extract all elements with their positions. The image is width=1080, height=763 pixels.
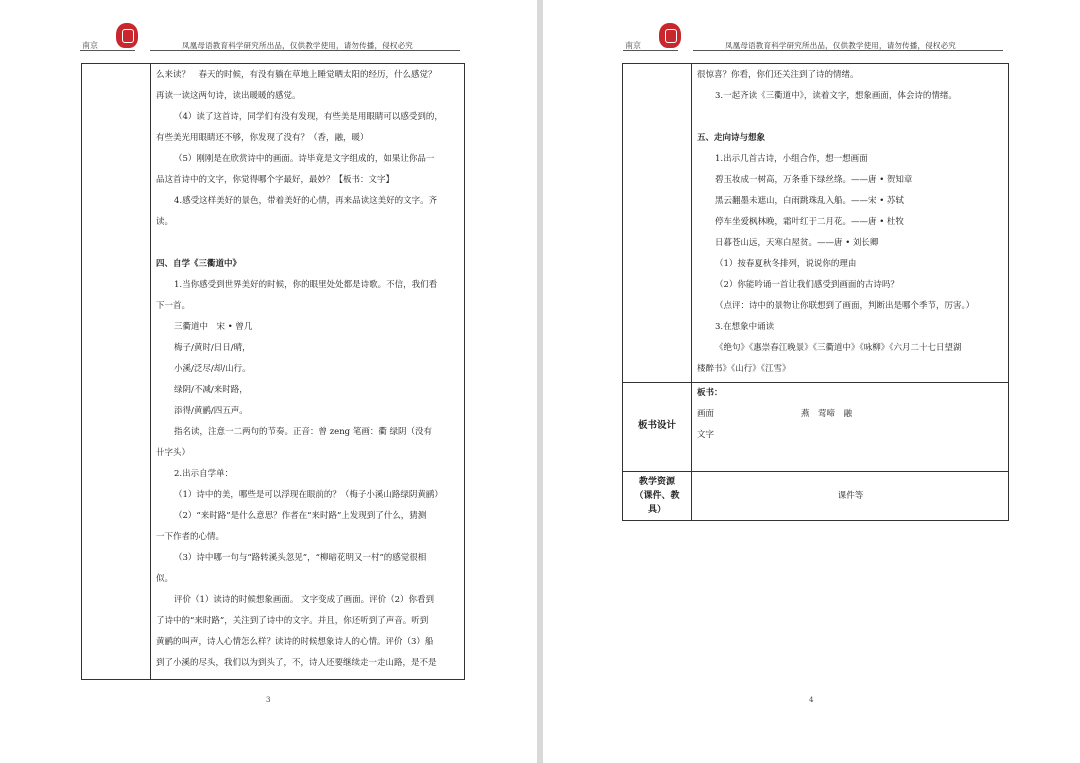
content-line: 四、自学《三衢道中》 <box>156 259 242 269</box>
content-line: 碧玉妆成一树高，万条垂下绿丝绦。——唐 • 贺知章 <box>715 175 913 185</box>
content-line: 卄字头） <box>156 448 191 458</box>
page-number: 4 <box>809 696 814 704</box>
header-notice: 凤凰母语教育科学研究所出品，仅供教学使用，请勿传播，侵权必究 <box>182 41 413 50</box>
content-line: 2.出示自学单： <box>174 469 234 479</box>
content-line: 三衢道中 宋 • 曾几 <box>174 322 253 332</box>
board-row-2: 文字 <box>697 430 715 440</box>
content-line: 黑云翻墨未遮山，白雨跳珠乱入船。——宋 • 苏轼 <box>715 196 904 206</box>
content-line: 么来读？ 春天的时候，有没有躺在草地上睡觉晒太阳的经历，什么感觉？ <box>156 70 437 80</box>
content-line: 1.当你感受到世界美好的时候，你的眼里处处都是诗歌。不信，我们看 <box>174 280 438 290</box>
content-line: 4.感受这样美好的景色，带着美好的心情，再来品读这美好的文字。齐 <box>174 196 438 206</box>
header-rule-left <box>80 50 135 51</box>
board-content <box>697 383 1005 446</box>
table-column-divider <box>150 63 151 680</box>
resource-label-line-1: 教学资源 <box>638 477 675 487</box>
content-line: 指名读，注意一二两句的节奏。正音：曾 zeng 笔画：衢 绿阴（没有 <box>174 427 433 437</box>
resource-label-line-2: （课件、教 <box>634 491 680 501</box>
content-line <box>697 107 1005 128</box>
resource-label <box>623 475 691 517</box>
board-title: 板书： <box>697 388 723 398</box>
document-page-4 <box>543 0 1080 763</box>
content-line: （5）刚刚是在欣赏诗中的画面。诗毕竟是文字组成的，如果让你品一 <box>174 154 435 164</box>
content-line: 似。 <box>156 574 174 584</box>
board-design-label: 板书设计 <box>637 420 676 431</box>
document-page-3 <box>0 0 537 763</box>
table-column-divider <box>691 63 692 521</box>
content-line: 绿阴/不减/来时路， <box>174 385 248 395</box>
content-line: 小溪/泛尽/却/山行。 <box>174 364 251 374</box>
content-line: （4）读了这首诗，同学们有没有发现，有些美是用眼睛可以感受到的， <box>174 112 443 122</box>
content-line: 下一首。 <box>156 301 191 311</box>
header-rule-right <box>693 50 1003 51</box>
header-notice: 凤凰母语教育科学研究所出品，仅供教学使用，请勿传播，侵权必究 <box>725 41 956 50</box>
content-line: 添得/黄鹂/四五声。 <box>174 406 248 416</box>
lesson-content <box>697 65 1005 380</box>
header-rule-right <box>150 50 460 51</box>
content-line: 楼醉书》《山行》《江雪》 <box>697 364 791 374</box>
content-line: 到了小溪的尽头，我们以为到头了，不，诗人还要继续走一走山路，是不是 <box>156 658 437 668</box>
table-row-divider <box>622 471 1009 472</box>
resource-value: 课件等 <box>837 491 864 501</box>
board-row-1-left: 画面 <box>697 409 715 419</box>
publisher-seal-logo <box>116 23 138 48</box>
content-line: 很惊喜？你看，你们还关注到了诗的情绪。 <box>697 70 859 80</box>
content-line: 评价（1）读诗的时候想象画面。 文字变成了画面。评价（2）你看到 <box>174 595 435 605</box>
content-line: 停车坐爱枫林晚，霜叶红于二月花。——唐 • 杜牧 <box>715 217 904 227</box>
header-place: 南京 <box>625 41 641 50</box>
content-line: （点评：诗中的景物让你联想到了画面，判断出是哪个季节，厉害。） <box>715 301 975 311</box>
board-row-1 <box>697 404 1005 425</box>
content-line: （2）你能吟诵一首让我们感受到画面的古诗吗？ <box>715 280 899 290</box>
content-line: 1.出示几首古诗，小组合作，想一想画面 <box>715 154 868 164</box>
content-line: （1）按春夏秋冬排列，说说你的理由 <box>715 259 857 269</box>
content-line: 再读一读这两句诗，读出暖暖的感觉。 <box>156 91 301 101</box>
content-line: 3.一起齐读《三衢道中》，读着文字，想象画面，体会诗的情绪。 <box>715 91 957 101</box>
board-row-1-right: 燕 莺啼 融 <box>801 409 853 419</box>
content-line: （3）诗中哪一句与“路转溪头忽见”，“柳暗花明又一村”的感觉很相 <box>174 553 427 563</box>
publisher-seal-logo <box>659 23 681 48</box>
content-line: 日暮苍山远，天寒白屋贫。——唐 • 刘长卿 <box>715 238 879 248</box>
content-line: 一下作者的心情。 <box>156 532 225 542</box>
content-line: 《绝句》《惠崇春江晚景》《三衢道中》《咏柳》《六月二十七日望湖 <box>715 343 962 353</box>
resource-label-line-3: 具） <box>647 505 666 515</box>
content-line: （1）诗中的美，哪些是可以浮现在眼前的？（梅子小溪山路绿阴黄鹂） <box>174 490 443 500</box>
content-line: 了诗中的“来时路”，关注到了诗中的文字。并且，你还听到了声音。听到 <box>156 616 429 626</box>
content-line: 五、走向诗与想象 <box>697 133 766 143</box>
content-line: 读。 <box>156 217 174 227</box>
content-line: （2）“来时路”是什么意思？作者在“来时路”上发现到了什么，猜测 <box>174 511 427 521</box>
content-line: 品这首诗中的文字，你觉得哪个字最好，最妙？【板书：文字】 <box>156 175 395 185</box>
lesson-content <box>156 65 461 674</box>
header-place: 南京 <box>82 41 98 50</box>
content-line: 黄鹂的叫声，诗人心情怎么样？读诗的时候想象诗人的心情。评价（3）船 <box>156 637 434 647</box>
content-line: 3.在想象中诵读 <box>715 322 775 332</box>
content-line: 梅子/黄时/日日/晴， <box>174 343 251 353</box>
content-line: 有些美光用眼睛还不够，你发现了没有？（香，融，暖） <box>156 133 369 143</box>
page-number: 3 <box>266 696 271 704</box>
header-rule-left <box>623 50 678 51</box>
content-line <box>156 233 461 254</box>
